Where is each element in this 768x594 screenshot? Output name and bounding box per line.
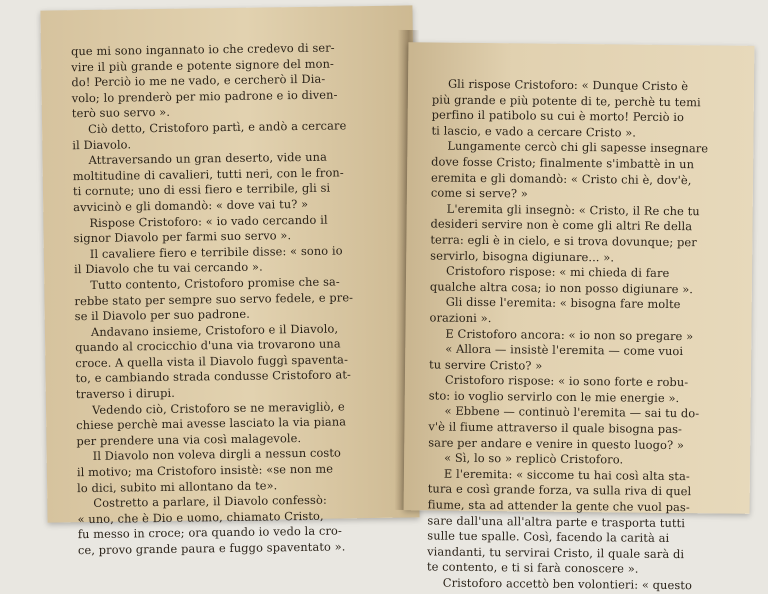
text-line: to, e cambiando strada condusse Cristoforo at- (75, 367, 352, 386)
text-line: fu messo in croce; ora quando io vedo la cro- (77, 523, 342, 542)
text-line: Cristoforo rispose: « mi chieda di fare (445, 263, 670, 281)
text-line: viandanti, tu servirai Cristo, il quale sarà di (427, 544, 685, 561)
text-line: traverso i dirupi. (75, 385, 175, 402)
text-line: lo dici, subito mi allontano da te». (77, 477, 278, 495)
text-line: più grande e più potente di te, perchè tu temi (431, 92, 701, 109)
text-line: chiese perchè mai avesse lasciato la via piana (76, 414, 347, 433)
text-line: Rispose Cristoforo: « io vado cercando il (89, 212, 328, 230)
text-line: Cristoforo rispose: « io sono forte e robu- (444, 372, 689, 390)
text-line: signor Diavolo per farmi suo servo ». (73, 228, 292, 246)
text-line: orazioni ». (429, 310, 492, 325)
text-line: fiume, sta ad attender la gente che vuol pas- (427, 497, 690, 515)
text-line: il Diavolo che tu vai cercando ». (73, 259, 263, 277)
text-line: volo; lo prenderò per mio padrone e io diven- (71, 87, 338, 105)
text-line: te contento, e ti si farà conoscere ». (426, 559, 639, 577)
text-line: quando al crocicchio d'una via trovarono una (75, 336, 341, 355)
left-page-text (71, 40, 398, 559)
text-line: Andavano insieme, Cristoforo e il Diavolo, (90, 321, 339, 339)
text-line: sare dall'una all'altra parte e trasporta tutti (427, 513, 686, 530)
right-page-text (427, 76, 732, 594)
text-line: tu servire Cristo? » (429, 357, 543, 373)
text-line: sare per andare e venire in questo luogo? » (428, 435, 685, 452)
text-line: terò suo servo ». (71, 105, 171, 121)
text-line: Gli disse l'eremita: « bisogna fare molte (445, 294, 681, 312)
text-line: per prendere una via così malagevole. (76, 430, 302, 449)
right-page (404, 42, 755, 593)
text-line: il Diavolo. (72, 136, 132, 152)
text-line: Attraversando un gran deserto, vide una (88, 149, 328, 168)
text-line: que mi sono ingannato io che credevo di ser- (70, 40, 335, 59)
text-line: eremita e gli domandò: « Cristo chi è, dov'è, (430, 170, 692, 187)
text-line: ti lascio, e vado a cercare Cristo ». (431, 123, 637, 140)
text-line: Il cavaliere fiero e terribile disse: « sono io (89, 243, 343, 261)
text-line: sulle tue spalle. Così, facendo la carità ai (427, 528, 670, 546)
text-line: « Sì, lo so » replicò Cristoforo. (444, 450, 624, 467)
text-line: do! Perciò io me ne vado, e cercherò il Dia- (71, 71, 326, 90)
text-line: Ciò detto, Cristoforo partì, e andò a cercare (88, 118, 347, 136)
text-line: terra: egli è in cielo, e si trova dovunque; per (430, 232, 697, 250)
text-line: il motivo; ma Cristoforo insistè: «se non me (76, 461, 334, 480)
text-line: Lungamente cercò chi gli sapesse insegnare (447, 138, 709, 156)
text-line: tura e così grande forza, va sulla riva di quel (427, 481, 692, 499)
text-line: « uno, che è Dio e uomo, chiamato Cristo, (77, 508, 324, 526)
text-line: Cristoforo accettò ben volontieri: « questo (442, 575, 693, 593)
text-line: se il Diavolo per suo padrone. (74, 306, 251, 324)
text-line: Tutto contento, Cristoforo promise che sa- (90, 274, 340, 292)
text-line: desideri servire non è come gli altri Re della (430, 216, 693, 234)
text-line: Gli rispose Cristoforo: « Dunque Cristo è (447, 76, 689, 94)
text-line: rebbe stato per sempre suo servo fedele, e pre- (74, 289, 354, 308)
text-line: avvicinò e gli domandò: « dove vai tu? » (73, 196, 309, 215)
text-line: dove fosse Cristo; finalmente s'imbattè in un (431, 154, 695, 172)
text-line: L'eremita gli insegnò: « Cristo, il Re che tu (446, 201, 700, 219)
text-line: come si serve? » (430, 185, 528, 201)
text-line: E l'eremita: « siccome tu hai così alta sta- (443, 466, 690, 484)
text-line: v'è il fiume attraverso il quale bisogna pas- (428, 419, 683, 437)
text-line: « Ebbene — continuò l'eremita — sai tu do- (444, 404, 700, 421)
text-line: croce. A quella vista il Diavolo fuggì spaventa- (75, 352, 349, 371)
text-line: vire il più grande e potente signore del mon- (71, 56, 335, 74)
text-line: qualche altra cosa; io non posso digiunare ». (429, 279, 694, 296)
text-line: Costretto a parlare, il Diavolo confessò: (93, 492, 327, 511)
text-line: E Cristoforo ancora: « io non so pregare » (445, 326, 694, 343)
text-line: perfino il patibolo su cui è morto! Perciò io (431, 107, 685, 125)
text-line: servirlo, bisogna digiunare... ». (430, 247, 615, 264)
text-line: ce, provo grande paura e fuggo spaventato ». (77, 539, 346, 558)
text-line: « Allora — insistè l'eremita — come vuoi (445, 341, 684, 359)
text-line: sto: io voglio servirlo con le mie energie ». (428, 388, 680, 405)
text-line: Il Diavolo non voleva dirgli a nessun costo (92, 445, 342, 464)
text-line: ti cornute; uno di essi fiero e terribile, gli si (72, 180, 331, 199)
left-page (40, 5, 419, 558)
text-line: moltitudine di cavalieri, tutti neri, con le fron- (72, 165, 344, 183)
text-line: Vedendo ciò, Cristoforo se ne meravigliò, e (91, 399, 345, 417)
